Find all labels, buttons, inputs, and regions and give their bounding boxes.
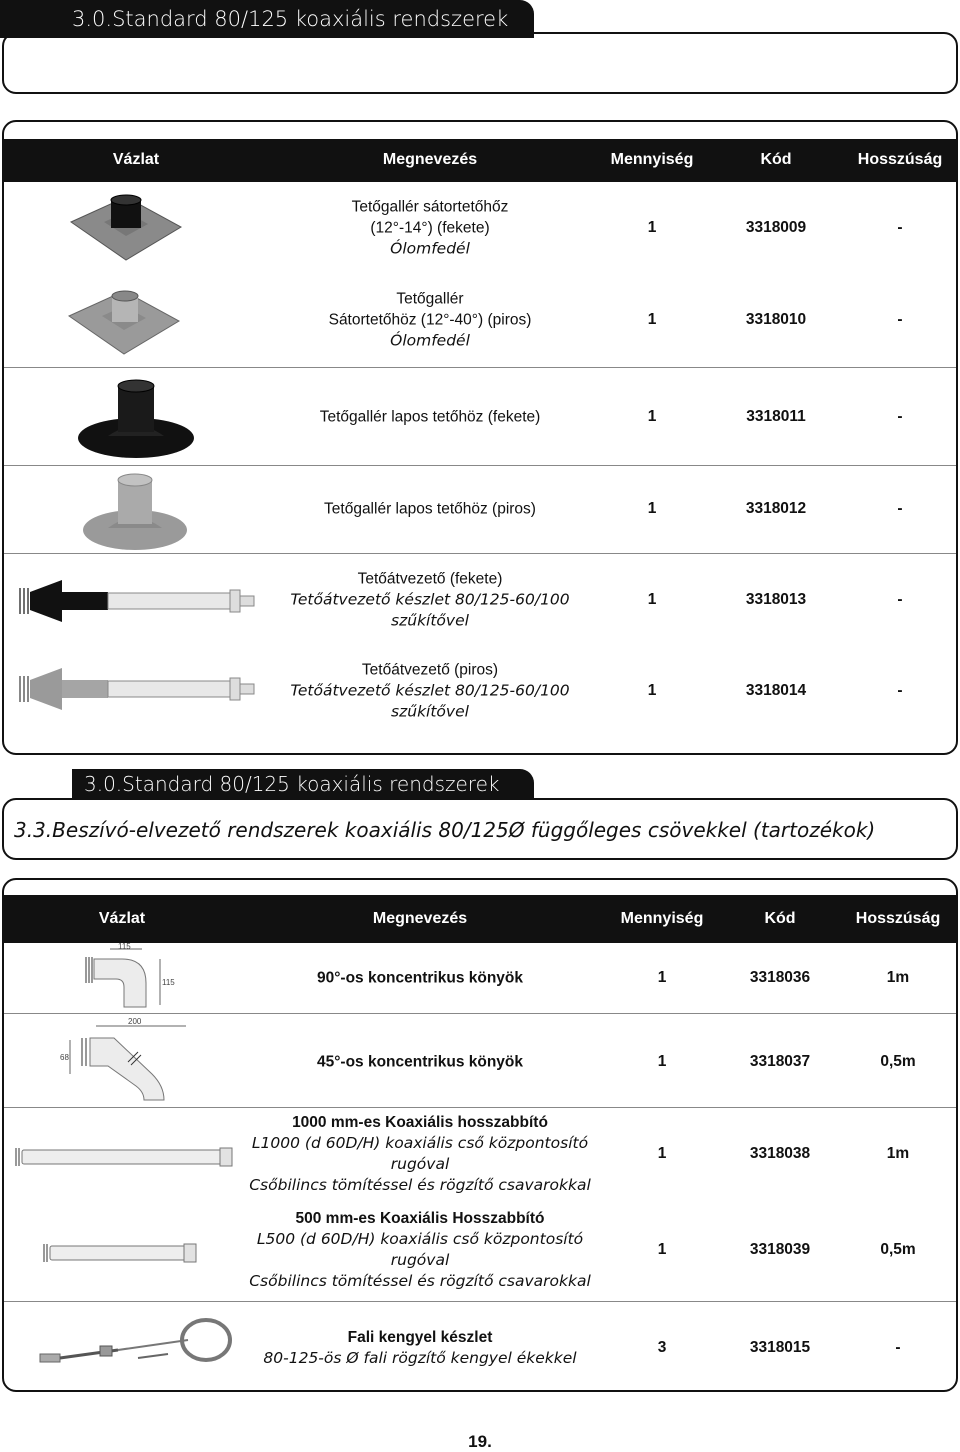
quantity: 1 bbox=[647, 311, 657, 328]
length: 0,5m bbox=[880, 1053, 916, 1070]
length: - bbox=[897, 500, 903, 517]
dim-width-label: 115 bbox=[118, 942, 131, 951]
table-header-1 bbox=[4, 139, 956, 182]
product-name: 45°-os koncentrikus könyök bbox=[316, 1053, 524, 1071]
roof-flashing-red-sketch bbox=[64, 286, 184, 358]
quantity: 1 bbox=[647, 408, 657, 425]
header-name: Megnevezés bbox=[372, 910, 468, 927]
roof-terminal-black-sketch bbox=[18, 578, 258, 624]
quantity: 1 bbox=[647, 219, 657, 236]
table-row bbox=[4, 274, 956, 367]
subtitle-text: 3.3.Beszívó-elvezető rendszerek koaxiális 80/125Ø függőleges csövekkel (tartozékok) bbox=[14, 818, 876, 842]
dim-height-label: 115 bbox=[162, 978, 175, 987]
length: - bbox=[897, 219, 903, 236]
quantity: 1 bbox=[657, 1053, 667, 1070]
dim-width-label: 200 bbox=[128, 1017, 142, 1026]
table-row bbox=[4, 943, 956, 1013]
length: 1m bbox=[886, 969, 910, 986]
header-length: Hosszúság bbox=[855, 910, 941, 927]
section-tab-2: 3.0.Standard 80/125 koaxiális rendszerek bbox=[72, 769, 534, 799]
subtitle-box-2 bbox=[2, 798, 958, 860]
quantity: 1 bbox=[657, 1145, 667, 1162]
product-name: Tetőgallér Sátortetőhöz (12°-40°) (piros) Ólomfedél bbox=[328, 290, 532, 350]
table-row bbox=[4, 646, 956, 757]
product-table-2 bbox=[2, 878, 958, 1392]
page-number: 19. bbox=[468, 1432, 492, 1451]
flat-roof-collar-black-sketch bbox=[76, 376, 196, 460]
code: 3318011 bbox=[746, 408, 806, 425]
product-name: 1000 mm-es Koaxiális hosszabbító L1000 (d 60D/H) koaxiális cső központosító rugóval Csőbilincs tömítéssel és rögzítő csavarokkal bbox=[249, 1114, 591, 1194]
header-sketch: Vázlat bbox=[112, 151, 160, 168]
product-name: Tetőátvezető (fekete) Tetőátvezető készlet 80/125-60/100 szűkítővel bbox=[290, 570, 570, 630]
length: - bbox=[895, 1339, 901, 1356]
header-quantity: Mennyiség bbox=[610, 151, 694, 168]
roof-flashing-black-sketch bbox=[66, 192, 186, 264]
quantity: 3 bbox=[657, 1339, 667, 1356]
header-quantity: Mennyiség bbox=[620, 910, 704, 927]
header-code: Kód bbox=[764, 910, 796, 927]
extension-500-sketch bbox=[42, 1238, 202, 1268]
table-row bbox=[4, 367, 956, 466]
table-row bbox=[4, 553, 956, 647]
length: - bbox=[897, 408, 903, 425]
code: 3318036 bbox=[749, 969, 811, 986]
code: 3318012 bbox=[745, 500, 807, 517]
code: 3318015 bbox=[749, 1339, 811, 1356]
length: 1m bbox=[886, 1145, 910, 1162]
flat-roof-collar-red-sketch bbox=[80, 470, 190, 552]
product-name: 90°-os koncentrikus könyök bbox=[316, 969, 524, 987]
table-row bbox=[4, 465, 956, 554]
code: 3318038 bbox=[749, 1145, 811, 1162]
header-length: Hosszúság bbox=[857, 151, 943, 168]
product-name: Tetőgallér lapos tetőhöz (piros) bbox=[324, 500, 536, 518]
quantity: 1 bbox=[657, 969, 667, 986]
product-name: Tetőátvezető (piros) Tetőátvezető készlet 80/125-60/100 szűkítővel bbox=[290, 661, 570, 721]
length: - bbox=[897, 591, 903, 608]
length: - bbox=[897, 682, 903, 699]
code: 3318010 bbox=[745, 311, 807, 328]
product-name: Tetőgallér lapos tetőhöz (fekete) bbox=[319, 408, 541, 426]
code: 3318013 bbox=[745, 591, 807, 608]
dim-height-label: 68 bbox=[60, 1053, 69, 1062]
table-row bbox=[4, 1107, 956, 1205]
extension-1000-sketch bbox=[14, 1142, 236, 1172]
wall-bracket-sketch bbox=[38, 1318, 248, 1378]
header-sketch: Vázlat bbox=[98, 910, 146, 927]
code: 3318009 bbox=[745, 219, 807, 236]
quantity: 1 bbox=[647, 500, 657, 517]
length: 0,5m bbox=[880, 1241, 916, 1258]
quantity: 1 bbox=[647, 591, 657, 608]
product-name: Fali kengyel készlet 80-125-ös Ø fali rögzítő kengyel ékekkel bbox=[263, 1329, 577, 1367]
quantity: 1 bbox=[657, 1241, 667, 1258]
code: 3318037 bbox=[749, 1053, 811, 1070]
length: - bbox=[897, 311, 903, 328]
table-row bbox=[4, 1301, 956, 1395]
quantity: 1 bbox=[647, 682, 657, 699]
roof-terminal-red-sketch bbox=[18, 666, 258, 712]
table-row bbox=[4, 1013, 956, 1108]
elbow-45-sketch bbox=[56, 1016, 206, 1106]
subtitle-box-1 bbox=[2, 32, 958, 94]
code: 3318039 bbox=[749, 1241, 811, 1258]
product-table-1 bbox=[2, 120, 958, 755]
product-name: 500 mm-es Koaxiális Hosszabbító L500 (d 60D/H) koaxiális cső központosító rugóval Csőbilincs tömítéssel és rögzítő csavarokkal bbox=[249, 1210, 591, 1290]
elbow-90-sketch bbox=[80, 942, 175, 1011]
product-name: Tetőgallér sátortetőhőz (12°-14°) (fekete) Ólomfedél bbox=[351, 198, 509, 258]
header-name: Megnevezés bbox=[382, 151, 478, 168]
table-row bbox=[4, 182, 956, 274]
header-code: Kód bbox=[760, 151, 792, 168]
table-row bbox=[4, 1204, 956, 1301]
table-header-2 bbox=[4, 895, 956, 943]
code: 3318014 bbox=[745, 682, 807, 699]
section-tab-1: 3.0.Standard 80/125 koaxiális rendszerek bbox=[0, 0, 534, 38]
